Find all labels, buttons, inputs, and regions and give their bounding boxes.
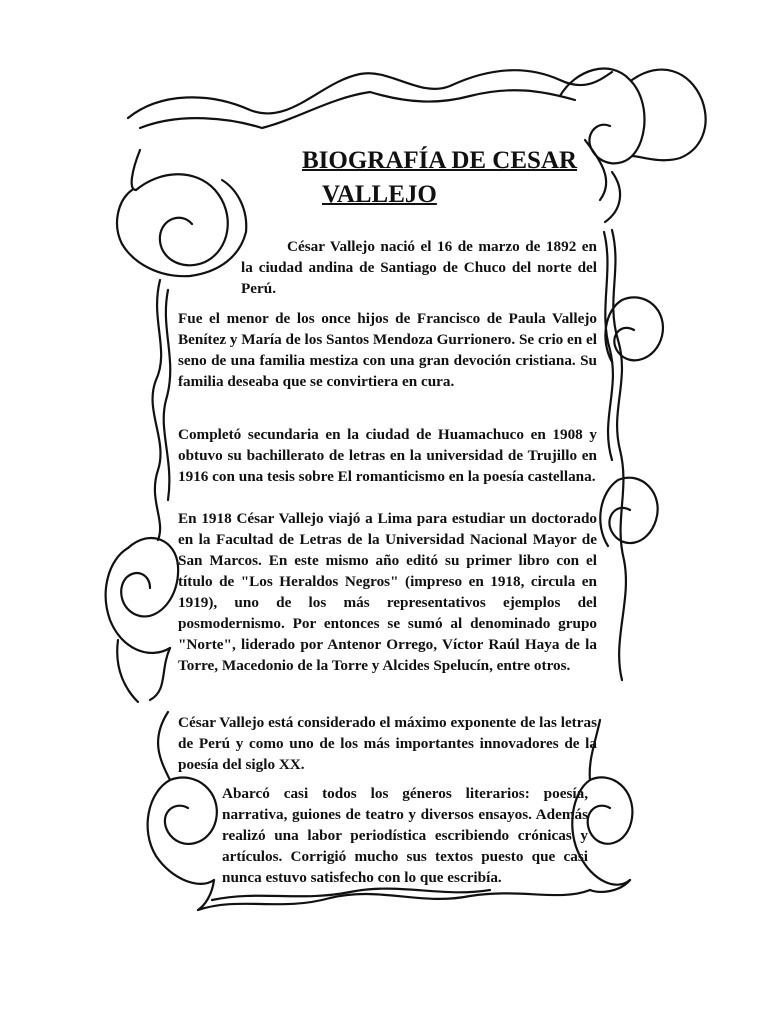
title-line-2: VALLEJO — [322, 181, 437, 208]
paragraph-education: Completó secundaria en la ciudad de Huamachuco en 1908 y obtuvo su bachillerato de letras en la universidad de Trujillo en 1916 con una tesis sobre El romanticismo en la poesía castellana. — [178, 426, 597, 485]
scroll-bottom-left-roll — [148, 778, 217, 884]
page-title — [302, 144, 602, 212]
scroll-right-roll-2 — [600, 478, 657, 546]
paragraph-lima: En 1918 César Vallejo viajó a Lima para estudiar un doctorado en la Facultad de Letras de la Universidad Nacional Mayor de San Marcos. En este mismo año editó su primer libro con el título de "Los Heraldos Negros" (impreso en 1918, circula en 1919), uno de los más representativos ejemplos del posmodernismo. Por entonces se sumó al denominado grupo "Norte", liderado por Antenor Orrego, Víctor Raúl Haya de la Torre, Macedonio de la Torre y Alcides Spelucín, entre otros. — [178, 510, 597, 674]
scroll-left-edge — [153, 280, 162, 540]
scroll-bottom-edge — [198, 890, 590, 910]
title-line-1: BIOGRAFÍA DE CESAR — [302, 147, 578, 174]
scroll-left-roll — [106, 538, 178, 653]
paragraph-genres: Abarcó casi todos los géneros literarios: poesía, narrativa, guiones de teatro y diversos ensayos. Además realizó una labor periodística escribiendo crónicas y artículos. Corrigió mucho sus textos puesto que casi nunca estuvo satisfecho con lo que escribía. — [222, 785, 588, 886]
scroll-right-edge — [612, 230, 626, 680]
scroll-top-edge — [128, 70, 612, 118]
paragraph-legacy: César Vallejo está considerado el máximo exponente de las letras de Perú y como uno de los más importantes innovadores de la poesía del siglo XX. — [178, 714, 597, 773]
paragraph-family: Fue el menor de los once hijos de Francisco de Paula Vallejo Benítez y María de los Santos Mendoza Gurrionero. Se crio en el seno de una familia mestiza con una gran devoción cristiana. Su familia deseaba que se convirtiera en cura. — [178, 310, 598, 390]
scroll-top-edge-inner — [140, 90, 575, 128]
scroll-right-roll-1 — [605, 297, 663, 362]
paragraph-birth: César Vallejo nació el 16 de marzo de 1892 en la ciudad andina de Santiago de Chuco del norte del Perú. — [241, 238, 597, 297]
